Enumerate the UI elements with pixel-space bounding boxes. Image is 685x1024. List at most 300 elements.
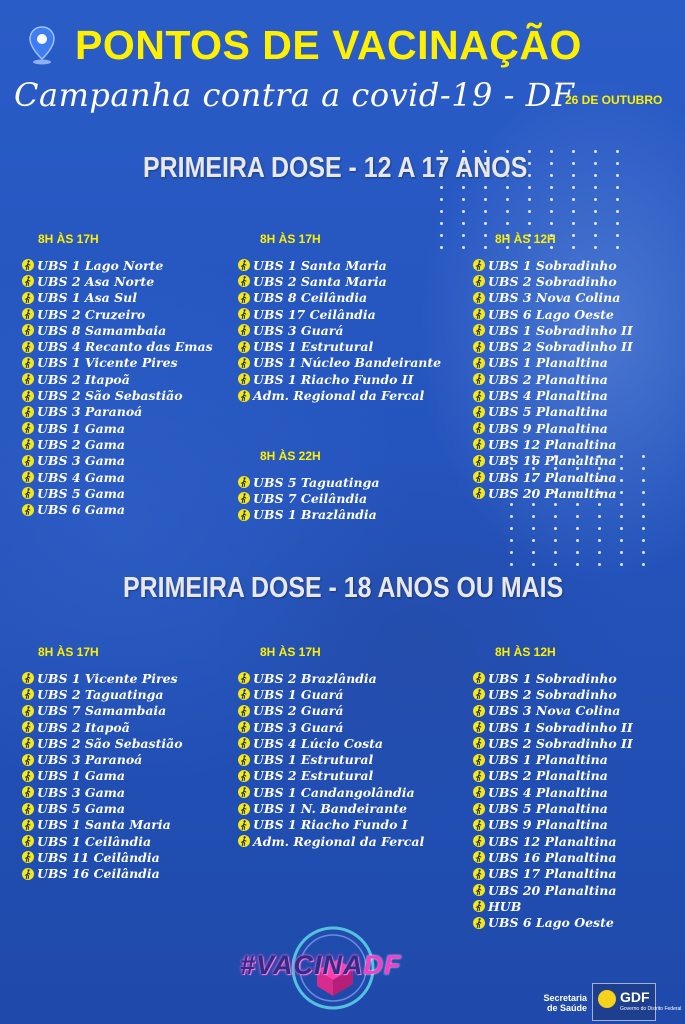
decorative-dot	[462, 222, 465, 225]
walking-person-icon	[22, 851, 34, 863]
list-item	[22, 800, 183, 816]
location-name: UBS 4 Lúcio Costa	[253, 735, 384, 751]
decorative-dot	[506, 210, 509, 213]
walking-person-icon	[238, 341, 250, 353]
decorative-dot	[598, 551, 601, 554]
walking-person-icon	[238, 835, 250, 847]
section1-column-2	[238, 232, 441, 404]
location-name: UBS 5 Taguatinga	[253, 474, 380, 490]
walking-person-icon	[238, 770, 250, 782]
gdf-text: GDF	[620, 989, 650, 1005]
walking-person-icon	[238, 324, 250, 336]
walking-person-icon	[473, 868, 485, 880]
location-name: UBS 1 Sobradinho II	[488, 322, 633, 338]
location-name: UBS 20 Planaltina	[488, 485, 617, 501]
location-list	[238, 257, 441, 404]
list-item	[238, 686, 424, 702]
walking-person-icon	[22, 868, 34, 880]
decorative-dot	[616, 198, 619, 201]
location-name: UBS 6 Gama	[37, 502, 125, 518]
list-item	[473, 485, 633, 501]
location-name: Adm. Regional da Fercal	[253, 388, 425, 404]
walking-person-icon	[22, 770, 34, 782]
list-item	[238, 273, 441, 289]
list-item	[22, 290, 213, 306]
location-name: UBS 20 Planaltina	[488, 882, 617, 898]
walking-person-icon	[473, 688, 485, 700]
walking-person-icon	[473, 438, 485, 450]
walking-person-icon	[238, 390, 250, 402]
list-item	[473, 436, 633, 452]
decorative-dot	[528, 222, 531, 225]
decorative-dot	[642, 455, 645, 458]
decorative-dot	[532, 563, 535, 566]
list-item	[238, 784, 424, 800]
decorative-dot	[620, 503, 623, 506]
location-name: UBS 1 Santa Maria	[253, 257, 387, 273]
decorative-dot	[576, 563, 579, 566]
decorative-dot	[642, 551, 645, 554]
walking-person-icon	[473, 487, 485, 499]
decorative-dot	[598, 527, 601, 530]
decorative-dot	[528, 198, 531, 201]
list-item	[22, 670, 183, 686]
walking-person-icon	[473, 884, 485, 896]
walking-person-icon	[238, 803, 250, 815]
list-item	[473, 355, 633, 371]
location-name: UBS 2 Asa Norte	[37, 273, 155, 289]
list-item	[473, 257, 633, 273]
decorative-dot	[620, 551, 623, 554]
location-name: UBS 2 Cruzeiro	[37, 306, 146, 322]
decorative-dot	[572, 222, 575, 225]
decorative-dot	[532, 551, 535, 554]
page-title: PONTOS DE VACINAÇÃO	[75, 22, 582, 68]
decorative-dot	[598, 515, 601, 518]
list-item	[22, 322, 213, 338]
walking-person-icon	[238, 476, 250, 488]
location-name: UBS 4 Planaltina	[488, 388, 608, 404]
walking-person-icon	[22, 324, 34, 336]
walking-person-icon	[22, 487, 34, 499]
location-name: UBS 2 Brazlândia	[253, 670, 377, 686]
decorative-dot	[510, 539, 513, 542]
walking-person-icon	[22, 259, 34, 271]
location-name: UBS 17 Planaltina	[488, 866, 617, 882]
location-name: UBS 1 Sobradinho	[488, 670, 617, 686]
location-name: UBS 3 Gama	[37, 784, 125, 800]
list-item	[22, 849, 183, 865]
list-item	[22, 469, 213, 485]
location-name: HUB	[488, 898, 522, 914]
list-item	[238, 817, 424, 833]
location-name: UBS 1 Lago Norte	[37, 257, 164, 273]
decorative-dot	[576, 551, 579, 554]
location-name: UBS 3 Paranoá	[37, 752, 143, 768]
decorative-dot	[506, 198, 509, 201]
list-item	[473, 420, 633, 436]
location-name: UBS 4 Recanto das Emas	[37, 339, 213, 355]
location-name: UBS 6 Lago Oeste	[488, 915, 614, 931]
walking-person-icon	[22, 438, 34, 450]
location-list	[238, 474, 379, 523]
location-name: UBS 1 Estrutural	[253, 752, 374, 768]
list-item	[473, 914, 633, 930]
location-name: UBS 1 Asa Sul	[37, 290, 137, 306]
decorative-dot	[440, 186, 443, 189]
location-name: UBS 2 Planaltina	[488, 371, 608, 387]
decorative-dot	[598, 539, 601, 542]
list-item	[22, 436, 213, 452]
walking-person-icon	[22, 373, 34, 385]
section2-column-2	[238, 645, 424, 849]
walking-person-icon	[473, 900, 485, 912]
location-name: UBS 1 Santa Maria	[37, 817, 171, 833]
location-name: UBS 16 Ceilândia	[37, 866, 160, 882]
decorative-dot	[572, 186, 575, 189]
decorative-dot	[506, 222, 509, 225]
list-item	[473, 338, 633, 354]
walking-person-icon	[473, 803, 485, 815]
location-name: UBS 12 Planaltina	[488, 833, 617, 849]
list-item	[238, 290, 441, 306]
list-item	[473, 306, 633, 322]
location-name: UBS 1 Sobradinho II	[488, 719, 633, 735]
location-name: UBS 1 Riacho Fundo II	[253, 371, 414, 387]
location-name: UBS 2 Itapoã	[37, 719, 130, 735]
secretaria-saude-logo: Secretaria de Saúde	[543, 993, 587, 1013]
decorative-dot	[506, 186, 509, 189]
gdf-tagline: Governo do Distrito Federal	[620, 1006, 682, 1012]
decorative-dot	[642, 479, 645, 482]
hashtag-suffix: DF	[363, 950, 402, 980]
decorative-dot	[620, 539, 623, 542]
decorative-dot	[620, 527, 623, 530]
decorative-dot	[572, 162, 575, 165]
list-item	[22, 735, 183, 751]
decorative-dot	[532, 503, 535, 506]
decorative-dot	[462, 246, 465, 249]
walking-person-icon	[238, 786, 250, 798]
location-name: UBS 2 Sobradinho	[488, 273, 617, 289]
location-name: UBS 2 Guará	[253, 703, 344, 719]
walking-person-icon	[238, 754, 250, 766]
list-item	[238, 735, 424, 751]
location-name: UBS 2 Santa Maria	[253, 273, 387, 289]
walking-person-icon	[473, 672, 485, 684]
location-name: UBS 5 Planaltina	[488, 801, 608, 817]
location-list	[22, 257, 213, 518]
list-item	[238, 833, 424, 849]
list-item	[473, 719, 633, 735]
walking-person-icon	[473, 341, 485, 353]
list-item	[238, 719, 424, 735]
walking-person-icon	[238, 292, 250, 304]
section-title-12-17: PRIMEIRA DOSE - 12 A 17 ANOS	[143, 152, 528, 184]
walking-person-icon	[22, 835, 34, 847]
list-item	[238, 507, 379, 523]
decorative-dot	[550, 186, 553, 189]
walking-person-icon	[22, 292, 34, 304]
walking-person-icon	[473, 754, 485, 766]
location-name: UBS 1 Gama	[37, 420, 125, 436]
location-name: UBS 16 Planaltina	[488, 453, 617, 469]
list-item	[473, 453, 633, 469]
walking-person-icon	[22, 275, 34, 287]
walking-person-icon	[473, 737, 485, 749]
list-item	[22, 355, 213, 371]
location-name: UBS 9 Planaltina	[488, 817, 608, 833]
location-name: UBS 2 São Sebastião	[37, 735, 183, 751]
decorative-dot	[510, 527, 513, 530]
walking-person-icon	[473, 917, 485, 929]
location-name: UBS 2 São Sebastião	[37, 388, 183, 404]
section2-column-3	[473, 645, 633, 931]
walking-person-icon	[238, 373, 250, 385]
location-name: UBS 1 N. Bandeirante	[253, 801, 407, 817]
walking-person-icon	[238, 737, 250, 749]
location-name: UBS 1 Núcleo Bandeirante	[253, 355, 442, 371]
hours-header: 8H ÀS 17H	[260, 232, 321, 246]
decorative-dot	[554, 527, 557, 530]
hours-header: 8H ÀS 12H	[495, 232, 556, 246]
list-item	[473, 404, 633, 420]
decorative-dot	[528, 210, 531, 213]
location-name: UBS 2 Taguatinga	[37, 686, 164, 702]
location-name: UBS 2 Sobradinho	[488, 686, 617, 702]
decorative-dot	[554, 563, 557, 566]
walking-person-icon	[473, 819, 485, 831]
location-name: UBS 17 Ceilândia	[253, 306, 376, 322]
decorative-dot	[594, 174, 597, 177]
decorative-dot	[510, 515, 513, 518]
walking-person-icon	[473, 705, 485, 717]
hashtag-vacinadf	[240, 950, 402, 981]
walking-person-icon	[22, 672, 34, 684]
walking-person-icon	[22, 455, 34, 467]
decorative-dot	[642, 467, 645, 470]
hours-header: 8H ÀS 17H	[38, 645, 99, 659]
location-name: UBS 11 Ceilândia	[37, 849, 160, 865]
hashtag-main: #VACINA	[240, 950, 364, 980]
list-item	[22, 387, 213, 403]
list-item	[473, 866, 633, 882]
location-name: UBS 16 Planaltina	[488, 849, 617, 865]
list-item	[238, 257, 441, 273]
location-name: UBS 1 Gama	[37, 768, 125, 784]
decorative-dot	[532, 515, 535, 518]
list-item	[473, 686, 633, 702]
list-item	[473, 751, 633, 767]
walking-person-icon	[473, 308, 485, 320]
location-name: UBS 1 Brazlândia	[253, 507, 377, 523]
list-item	[238, 751, 424, 767]
decorative-dot	[594, 186, 597, 189]
list-item	[22, 768, 183, 784]
walking-person-icon	[22, 406, 34, 418]
decorative-dot	[576, 539, 579, 542]
location-name: UBS 12 Planaltina	[488, 436, 617, 452]
location-name: UBS 9 Planaltina	[488, 420, 608, 436]
walking-person-icon	[473, 373, 485, 385]
location-list	[238, 670, 424, 849]
list-item	[238, 338, 441, 354]
decorative-dot	[528, 174, 531, 177]
walking-person-icon	[238, 308, 250, 320]
list-item	[22, 338, 213, 354]
location-name: UBS 5 Gama	[37, 485, 125, 501]
decorative-dot	[616, 174, 619, 177]
list-item	[473, 849, 633, 865]
walking-person-icon	[473, 357, 485, 369]
decorative-dot	[594, 222, 597, 225]
hours-header: 8H ÀS 17H	[260, 645, 321, 659]
list-item	[473, 703, 633, 719]
location-name: UBS 1 Vicente Pires	[37, 670, 178, 686]
walking-person-icon	[473, 721, 485, 733]
walking-person-icon	[22, 390, 34, 402]
walking-person-icon	[473, 422, 485, 434]
walking-person-icon	[238, 275, 250, 287]
list-item	[238, 322, 441, 338]
walking-person-icon	[22, 341, 34, 353]
list-item	[22, 371, 213, 387]
list-item	[238, 306, 441, 322]
location-name: UBS 5 Gama	[37, 801, 125, 817]
walking-person-icon	[22, 786, 34, 798]
location-list	[473, 670, 633, 931]
decorative-dot	[594, 150, 597, 153]
walking-person-icon	[22, 422, 34, 434]
location-name: UBS 7 Ceilândia	[253, 490, 368, 506]
list-item	[473, 898, 633, 914]
list-item	[473, 817, 633, 833]
decorative-dot	[642, 527, 645, 530]
decorative-dot	[510, 551, 513, 554]
list-item	[473, 273, 633, 289]
location-name: UBS 4 Planaltina	[488, 784, 608, 800]
decorative-dot	[620, 515, 623, 518]
location-name: UBS 1 Estrutural	[253, 339, 374, 355]
decorative-dot	[594, 198, 597, 201]
decorative-dot	[572, 150, 575, 153]
decorative-dot	[598, 563, 601, 566]
location-name: UBS 5 Planaltina	[488, 404, 608, 420]
decorative-dot	[510, 563, 513, 566]
section-title-18-plus: PRIMEIRA DOSE - 18 ANOS OU MAIS	[123, 572, 564, 604]
location-name: UBS 1 Sobradinho	[488, 257, 617, 273]
list-item	[473, 768, 633, 784]
walking-person-icon	[473, 292, 485, 304]
walking-person-icon	[473, 835, 485, 847]
location-name: UBS 2 Sobradinho II	[488, 735, 633, 751]
list-item	[238, 703, 424, 719]
decorative-dot	[440, 210, 443, 213]
list-item	[22, 306, 213, 322]
list-item	[22, 703, 183, 719]
location-name: UBS 8 Samambaia	[37, 322, 167, 338]
location-name: UBS 1 Vicente Pires	[37, 355, 178, 371]
location-name: UBS 2 Gama	[37, 436, 125, 452]
walking-person-icon	[22, 754, 34, 766]
decorative-dot	[528, 150, 531, 153]
decorative-dot	[462, 198, 465, 201]
decorative-dot	[572, 198, 575, 201]
list-item	[238, 371, 441, 387]
decorative-dot	[642, 491, 645, 494]
walking-person-icon	[22, 688, 34, 700]
list-item	[238, 800, 424, 816]
list-item	[22, 686, 183, 702]
decorative-dot	[462, 186, 465, 189]
list-item	[473, 735, 633, 751]
location-name: UBS 1 Candangolândia	[253, 784, 415, 800]
decorative-dot	[572, 174, 575, 177]
location-name: UBS 1 Ceilândia	[37, 833, 152, 849]
location-name: UBS 7 Samambaia	[37, 703, 167, 719]
hours-header: 8H ÀS 22H	[260, 449, 321, 463]
list-item	[473, 833, 633, 849]
decorative-dot	[642, 503, 645, 506]
decorative-dot	[484, 186, 487, 189]
decorative-dot	[462, 234, 465, 237]
decorative-dot	[554, 551, 557, 554]
section1-column-1	[22, 232, 213, 518]
walking-person-icon	[22, 737, 34, 749]
decorative-dot	[462, 210, 465, 213]
list-item	[238, 387, 441, 403]
list-item	[473, 882, 633, 898]
section1-column-3	[473, 232, 633, 501]
decorative-dot	[510, 503, 513, 506]
decorative-dot	[532, 527, 535, 530]
list-item	[473, 387, 633, 403]
list-item	[22, 273, 213, 289]
walking-person-icon	[22, 471, 34, 483]
location-name: UBS 3 Guará	[253, 322, 344, 338]
gdf-logo	[592, 983, 682, 1021]
decorative-dot	[532, 539, 535, 542]
decorative-dot	[550, 162, 553, 165]
list-item	[22, 817, 183, 833]
location-list	[473, 257, 633, 501]
list-item	[473, 322, 633, 338]
location-pin-icon	[28, 26, 56, 66]
decorative-dot	[620, 563, 623, 566]
decorative-dot	[484, 222, 487, 225]
list-item	[22, 404, 213, 420]
decorative-dot	[554, 503, 557, 506]
walking-person-icon	[473, 455, 485, 467]
walking-person-icon	[22, 721, 34, 733]
list-item	[22, 420, 213, 436]
location-name: UBS 8 Ceilândia	[253, 290, 368, 306]
decorative-dot	[616, 186, 619, 189]
location-name: UBS 3 Nova Colina	[488, 703, 621, 719]
hours-header: 8H ÀS 12H	[495, 645, 556, 659]
list-item	[22, 866, 183, 882]
walking-person-icon	[238, 259, 250, 271]
list-item	[473, 290, 633, 306]
decorative-dot	[642, 515, 645, 518]
walking-person-icon	[22, 819, 34, 831]
decorative-dot	[484, 210, 487, 213]
walking-person-icon	[473, 324, 485, 336]
walking-person-icon	[473, 851, 485, 863]
location-name: UBS 2 Itapoã	[37, 371, 130, 387]
list-item	[22, 719, 183, 735]
decorative-dot	[440, 198, 443, 201]
